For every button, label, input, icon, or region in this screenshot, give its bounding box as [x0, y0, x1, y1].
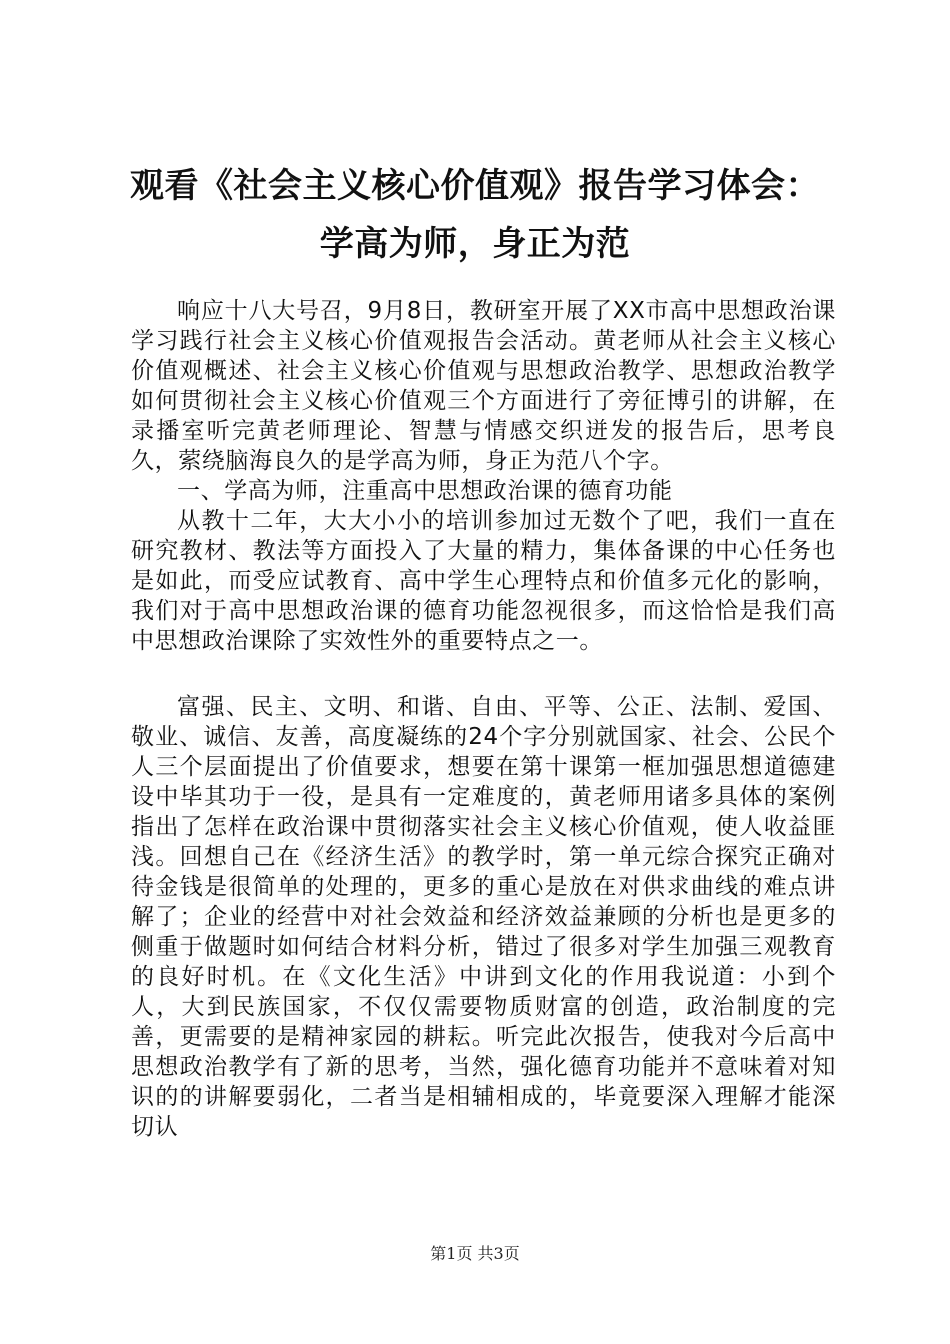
paragraph-intro: 响应十八大号召，9月8日，教研室开展了XX市高中思想政治课学习践行社会主义核心价值观报告会活动。黄老师从社会主义核心价值观概述、社会主义核心价值观与思想政治教学、思想政治教学如何贯彻社会主义核心价值观三个方面进行了旁征博引的讲解，在录播室听完黄老师理论、智慧与情感交织迸发的报告后，思考良久，萦绕脑海良久的是学高为师，身正为范八个字。	[131, 298, 836, 474]
paragraph-gap	[131, 656, 836, 692]
page-footer: 第1页 共3页	[430, 1244, 520, 1263]
paragraph-teaching-experience: 从教十二年，大大小小的培训参加过无数个了吧，我们一直在研究教材、教法等方面投入了大量的精力，集体备课的中心任务也是如此，而受应试教育、高中学生心理特点和价值多元化的影响，我们对于高中思想政治课的德育功能忽视很多，而这恰恰是我们高中思想政治课除了实效性外的重要特点之一。	[131, 508, 836, 654]
document-title-line-2: 学高为师，身正为范	[319, 224, 631, 264]
section-heading: 一、学高为师，注重高中思想政治课的德育功能	[177, 478, 673, 504]
document-body	[131, 296, 836, 1142]
paragraph-core-values: 富强、民主、文明、和谐、自由、平等、公正、法制、爱国、敬业、诚信、友善，高度凝练的24个字分别就国家、社会、公民个人三个层面提出了价值要求，想要在第十课第一框加强思想道德建设中毕其功于一役，是具有一定难度的，黄老师用诸多具体的案例指出了怎样在政治课中贯彻落实社会主义核心价值观，使人收益匪浅。回想自己在《经济生活》的教学时，第一单元综合探究正确对待金钱是很简单的处理的，更多的重心是放在对供求曲线的难点讲解了；企业的经营中对社会效益和经济效益兼顾的分析也是更多的侧重于做题时如何结合材料分析，错过了很多对学生加强三观教育的良好时机。在《文化生活》中讲到文化的作用我说道：小到个人，大到民族国家，不仅仅需要物质财富的创造，政治制度的完善，更需要的是精神家园的耕耘。听完此次报告，使我对今后高中思想政治教学有了新的思考，当然，强化德育功能并不意味着对知识的的讲解要弱化，二者当是相辅相成的，毕竟要深入理解才能深切认	[131, 694, 836, 1140]
document-title-line-1: 观看《社会主义核心价值观》报告学习体会：	[130, 166, 820, 206]
